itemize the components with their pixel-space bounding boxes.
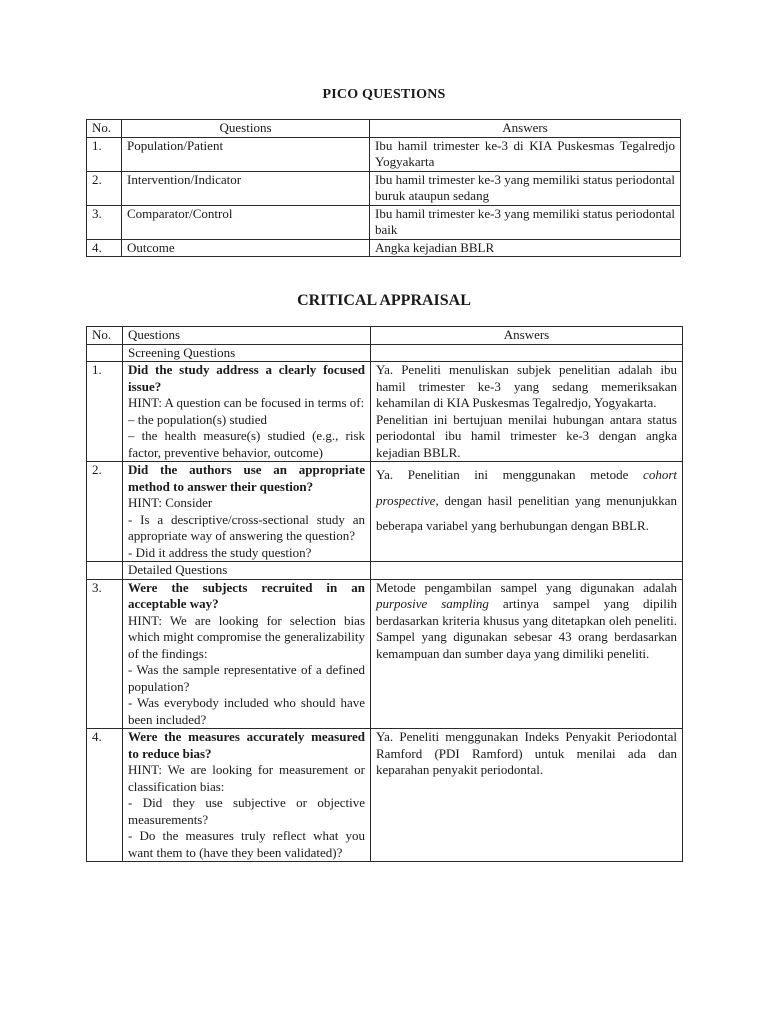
hint-text: - Is a descriptive/cross-sectional study an appropriate way of answering the question?	[128, 511, 365, 543]
question-text: Were the subjects recruited in an acceptable way?	[128, 579, 365, 611]
row-question: Population/Patient	[122, 137, 370, 171]
row-answer	[371, 579, 683, 729]
row-question	[123, 362, 371, 462]
row-question	[123, 462, 371, 562]
detailed-questions-label: Detailed Questions	[123, 562, 371, 580]
table-row	[87, 137, 681, 171]
hint-text: – the population(s) studied	[128, 411, 268, 427]
hint-text: - Did it address the study question?	[128, 544, 312, 560]
hint-text: - Do the measures truly reflect what you want them to (have they been validated)?	[128, 828, 365, 860]
pico-title: PICO QUESTIONS	[322, 87, 446, 102]
section-row	[87, 562, 683, 580]
row-answer: Ibu hamil trimester ke-3 yang memiliki status periodontal baik	[370, 205, 681, 239]
row-answer: Ibu hamil trimester ke-3 di KIA Puskesmas Tegalredjo Yogyakarta	[370, 137, 681, 171]
table-row	[87, 171, 681, 205]
row-number: 4.	[87, 239, 122, 257]
answer-italic-term: purposive sampling	[376, 596, 489, 611]
table-row	[87, 462, 683, 562]
answer-text: Metode pengambilan sampel yang digunakan adalah	[376, 579, 677, 595]
row-number: 3.	[87, 579, 123, 729]
row-question	[123, 579, 371, 729]
answer-paragraph: Ya. Peneliti menuliskan subjek penelitian adalah ibu hamil trimester ke-3 yang sedang memeriksakan kehamilan di KIA Puskesmas Tegalredjo, Yogyakarta.	[376, 362, 677, 410]
row-number: 1.	[87, 362, 123, 462]
table-row	[87, 205, 681, 239]
row-question	[123, 729, 371, 862]
critical-appraisal-title: CRITICAL APPRAISAL	[297, 292, 471, 309]
ca-header-no: No.	[87, 327, 123, 345]
answer-text: artinya sampel yang dipilih berdasarkan kriteria khusus yang ditetapkan oleh peneliti. Sampel yang digunakan sebesar 43 orang berdasarkan kemampuan dan sumber daya yang dimiliki peneliti.	[376, 596, 677, 661]
critical-appraisal-table	[86, 326, 683, 862]
ca-header-questions: Questions	[123, 327, 371, 345]
answer-text: , dengan hasil penelitian yang menunjukkan beberapa variabel yang berhubungan dengan BBLR.	[376, 492, 677, 533]
hint-text: - Was everybody included who should have been included?	[128, 695, 365, 727]
question-text: Were the measures accurately measured to reduce bias?	[128, 729, 365, 761]
pico-header-row	[87, 120, 681, 138]
question-text: Did the study address a clearly focused issue?	[128, 362, 365, 394]
pico-table	[86, 119, 681, 257]
row-number: 2.	[87, 462, 123, 562]
row-answer	[371, 362, 683, 462]
answer-text: Ya. Penelitian ini menggunakan metode	[376, 467, 644, 482]
hint-text: HINT: We are looking for measurement or classification bias:	[128, 762, 365, 794]
pico-header-answers: Answers	[370, 120, 681, 138]
row-answer: Ibu hamil trimester ke-3 yang memiliki status periodontal buruk ataupun sedang	[370, 171, 681, 205]
row-question: Outcome	[122, 239, 370, 257]
row-answer: Angka kejadian BBLR	[370, 239, 681, 257]
row-number: 3.	[87, 205, 122, 239]
row-question: Intervention/Indicator	[122, 171, 370, 205]
hint-text: - Did they use subjective or objective measurements?	[128, 795, 365, 827]
row-number: 4.	[87, 729, 123, 862]
row-number: 2.	[87, 171, 122, 205]
row-number: 1.	[87, 137, 122, 171]
table-row	[87, 729, 683, 862]
answer-paragraph: Penelitian ini bertujuan menilai hubungan antara status periodontal ibu hamil trimester ke-3 dengan angka kejadian BBLR.	[376, 411, 677, 460]
ca-header-answers: Answers	[371, 327, 683, 345]
table-row	[87, 579, 683, 729]
hint-text: HINT: We are looking for selection bias which might compromise the generalizability of the findings:	[128, 612, 365, 661]
row-answer: Ya. Peneliti menggunakan Indeks Penyakit Periodontal Ramford (PDI Ramford) untuk menilai ada dan keparahan penyakit periodontal.	[371, 729, 683, 862]
question-text: Did the authors use an appropriate method to answer their question?	[128, 462, 365, 494]
row-answer	[371, 462, 683, 562]
table-row	[87, 239, 681, 257]
hint-text: – the health measure(s) studied (e.g., risk factor, preventive behavior, outcome)	[128, 428, 365, 460]
hint-text: - Was the sample representative of a defined population?	[128, 662, 365, 694]
answer-italic-term: cohort prospective	[376, 467, 677, 508]
pico-header-questions: Questions	[122, 120, 370, 138]
table-row	[87, 362, 683, 462]
hint-text: HINT: Consider	[128, 495, 213, 510]
hint-text: HINT: A question can be focused in terms of:	[128, 395, 365, 410]
screening-questions-label: Screening Questions	[123, 344, 371, 362]
ca-header-row	[87, 327, 683, 345]
section-row	[87, 344, 683, 362]
row-question: Comparator/Control	[122, 205, 370, 239]
pico-header-no: No.	[87, 120, 122, 138]
